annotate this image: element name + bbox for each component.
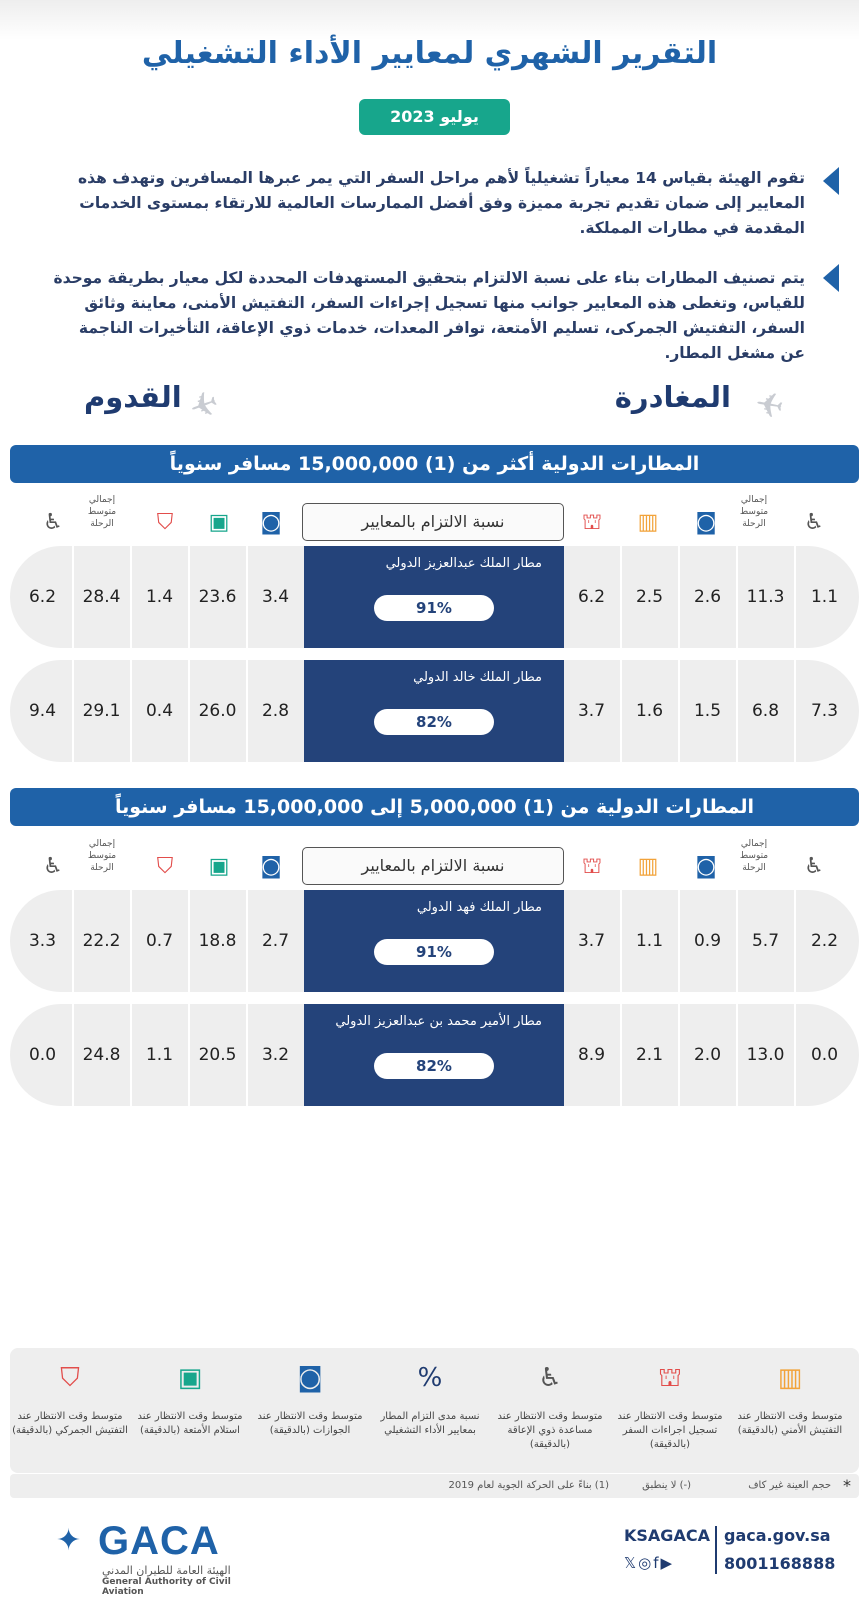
arrival-trip-total-value: 24.8 bbox=[82, 1045, 121, 1065]
airport-row bbox=[10, 660, 859, 762]
arrival-baggage-value: 26.0 bbox=[198, 701, 237, 721]
legend-label: متوسط وقت الانتظار عند التفتيش الجمركي (بالدقيقة) bbox=[12, 1411, 128, 1436]
baggage-icon: ▣ bbox=[208, 854, 230, 879]
phone-number: 8001168888 bbox=[724, 1554, 836, 1573]
compliance-percent: 91% bbox=[374, 595, 494, 621]
departure-heading: المغادرة bbox=[614, 380, 731, 414]
airport-compliance-box bbox=[304, 660, 564, 762]
airport-compliance-box bbox=[304, 546, 564, 648]
passport-icon: ◙ bbox=[260, 510, 282, 535]
percent-icon: % bbox=[417, 1363, 443, 1393]
departure-checkin-value: 3.7 bbox=[577, 701, 606, 721]
departure-passport-value: 1.5 bbox=[693, 701, 722, 721]
arrival-trip-total-value: 22.2 bbox=[82, 931, 121, 951]
departure-security-value: 1.6 bbox=[635, 701, 664, 721]
page-title: التقرير الشهري لمعايير الأداء التشغيلي bbox=[141, 36, 718, 71]
footnote-sample: حجم العينة غير كاف bbox=[748, 1480, 831, 1491]
classification-paragraph: يتم تصنيف المطارات بناء على نسبة الالتزام بتحقيق المستهدفات المحددة لكل معيار بطريقة موحدة للقياس، وتغطى هذه المعايير جوانب منها تسجيل إجراءات السفر، التفتيش الأمنى، معاينة وثائق السفر، التفتيش الجمركى، تسليم الأمتعة، توافر المعدات، خدمات ذوي الإعاقة، التأخيرات الناجمة عن مشغل المطار. bbox=[53, 269, 805, 362]
legend-item-security bbox=[730, 1348, 850, 1473]
logo-english-name: General Authority of Civil Aviation bbox=[102, 1577, 231, 1597]
airport-name: مطار الأمير محمد بن عبدالعزيز الدولي bbox=[335, 1014, 542, 1029]
departure-accessibility-value: 2.2 bbox=[810, 931, 839, 951]
compliance-header: نسبة الالتزام بالمعايير bbox=[302, 503, 564, 541]
metric-header-row bbox=[10, 838, 859, 886]
security-gate-icon: ▥ bbox=[637, 854, 659, 879]
airport-row bbox=[10, 890, 859, 992]
checkin-counter-icon: ⛫ bbox=[658, 1363, 682, 1393]
arrival-accessibility-value: 9.4 bbox=[28, 701, 57, 721]
customs-officer-icon: ⛉ bbox=[156, 854, 174, 879]
wheelchair-icon: ♿ bbox=[804, 510, 824, 535]
legend-label: متوسط وقت الانتظار عند مساعدة ذوي الإعاقة (بالدقيقة) bbox=[497, 1411, 603, 1450]
bullet-arrow-icon bbox=[823, 167, 839, 195]
departure-trip-total-value: 11.3 bbox=[746, 587, 785, 607]
compliance-percent: 82% bbox=[374, 1053, 494, 1079]
legend-item-passport bbox=[250, 1348, 370, 1473]
metric-header-row bbox=[10, 494, 859, 542]
youtube-icon[interactable]: ▶ bbox=[660, 1554, 675, 1572]
arrival-passport-value: 2.8 bbox=[261, 701, 290, 721]
departure-plane-icon: ✈ bbox=[751, 383, 787, 429]
arrival-heading: القدوم bbox=[84, 380, 182, 414]
wheelchair-icon: ♿ bbox=[43, 510, 63, 535]
legend-label: متوسط وقت الانتظار عند استلام الأمتعة (بالدقيقة) bbox=[137, 1411, 243, 1436]
departure-security-value: 2.5 bbox=[635, 587, 664, 607]
group-title: المطارات الدولية أكثر من (1) 15,000,000 مسافر سنوياً bbox=[10, 445, 859, 483]
passport-icon: ◙ bbox=[260, 854, 282, 879]
security-gate-icon: ▥ bbox=[777, 1363, 803, 1393]
legend-item-checkin bbox=[610, 1348, 730, 1473]
arrival-plane-icon: ✈ bbox=[184, 382, 225, 430]
legend-item-accessibility bbox=[490, 1348, 610, 1473]
airport-row bbox=[10, 1004, 859, 1106]
arrival-accessibility-value: 0.0 bbox=[28, 1045, 57, 1065]
legend-item-baggage bbox=[130, 1348, 250, 1473]
arrival-baggage-value: 20.5 bbox=[198, 1045, 237, 1065]
asterisk-icon: * bbox=[843, 1476, 851, 1495]
legend bbox=[10, 1348, 859, 1473]
legend-label: نسبة مدى التزام المطار بمعايير الأداء التشغيلي bbox=[380, 1411, 480, 1436]
trip-total-label: إجمالي متوسط الرحلة bbox=[739, 839, 769, 873]
arrival-trip-total-value: 29.1 bbox=[82, 701, 121, 721]
departure-checkin-value: 6.2 bbox=[577, 587, 606, 607]
passport-icon: ◙ bbox=[695, 510, 717, 535]
departure-checkin-value: 8.9 bbox=[577, 1045, 606, 1065]
arrival-customs-value: 1.1 bbox=[145, 1045, 174, 1065]
security-gate-icon: ▥ bbox=[637, 510, 659, 535]
compliance-percent: 91% bbox=[374, 939, 494, 965]
airport-compliance-box bbox=[304, 890, 564, 992]
legend-label: متوسط وقت الانتظار عند تسجيل اجراءات السفر (بالدقيقة) bbox=[617, 1411, 723, 1450]
departure-security-value: 1.1 bbox=[635, 931, 664, 951]
arrival-customs-value: 0.7 bbox=[145, 931, 174, 951]
month-badge: يوليو 2023 bbox=[359, 99, 510, 135]
legend-label: متوسط وقت الانتظار عند الجوازات (بالدقيقة) bbox=[257, 1411, 363, 1436]
departure-accessibility-value: 0.0 bbox=[810, 1045, 839, 1065]
airport-name: مطار الملك فهد الدولي bbox=[416, 900, 542, 915]
checkin-counter-icon: ⛫ bbox=[581, 510, 603, 535]
intro-paragraph: تقوم الهيئة بقياس 14 معياراً تشغيلياً لأهم مراحل السفر التي يمر عبرها المسافرين وتهدف هذه المعايير إلى ضمان تقديم تجربة مميزة وفق أفضل الممارسات العالمية للارتقاء بمستوى الخدمات المقدمة في مطارات المملكة. bbox=[78, 169, 805, 237]
social-icons[interactable] bbox=[624, 1554, 674, 1572]
group-title: المطارات الدولية من (1) 5,000,000 إلى 15,000,000 مسافر سنوياً bbox=[10, 788, 859, 826]
airport-name: مطار الملك عبدالعزيز الدولي bbox=[385, 556, 542, 571]
departure-passport-value: 2.0 bbox=[693, 1045, 722, 1065]
footnotes bbox=[10, 1474, 859, 1498]
departure-trip-total-value: 5.7 bbox=[751, 931, 780, 951]
baggage-icon: ▣ bbox=[177, 1363, 203, 1393]
footnote-traffic: (1) بناءً على الحركة الجوية لعام 2019 bbox=[448, 1480, 609, 1491]
arrival-passport-value: 3.4 bbox=[261, 587, 290, 607]
arrival-baggage-value: 23.6 bbox=[198, 587, 237, 607]
checkin-counter-icon: ⛫ bbox=[581, 854, 603, 879]
arrival-accessibility-value: 6.2 bbox=[28, 587, 57, 607]
passport-icon: ◙ bbox=[695, 854, 717, 879]
customs-officer-icon: ⛉ bbox=[156, 510, 174, 535]
airport-compliance-box bbox=[304, 1004, 564, 1106]
departure-passport-value: 2.6 bbox=[693, 587, 722, 607]
facebook-icon[interactable]: f bbox=[653, 1554, 661, 1572]
compliance-header: نسبة الالتزام بالمعايير bbox=[302, 847, 564, 885]
departure-checkin-value: 3.7 bbox=[577, 931, 606, 951]
airport-name: مطار الملك خالد الدولي bbox=[413, 670, 542, 685]
trip-total-label: إجمالي متوسط الرحلة bbox=[87, 839, 117, 873]
departure-accessibility-value: 1.1 bbox=[810, 587, 839, 607]
trip-total-label: إجمالي متوسط الرحلة bbox=[739, 495, 769, 529]
compliance-percent: 82% bbox=[374, 709, 494, 735]
trip-total-label: إجمالي متوسط الرحلة bbox=[87, 495, 117, 529]
logo-arabic-name: الهيئة العامة للطيران المدني bbox=[102, 1564, 231, 1577]
wheelchair-icon: ♿ bbox=[804, 854, 824, 879]
gaca-logo bbox=[54, 1518, 244, 1597]
wheelchair-icon: ♿ bbox=[43, 854, 63, 879]
bullet-arrow-icon bbox=[823, 264, 839, 292]
footnote-na: (-) لا ينطبق bbox=[642, 1480, 691, 1491]
gaca-emblem-icon: ✦ bbox=[56, 1523, 82, 1558]
baggage-icon: ▣ bbox=[208, 510, 230, 535]
customs-officer-icon: ⛉ bbox=[60, 1363, 80, 1393]
legend-label: متوسط وقت الانتظار عند التفتيش الأمني (بالدقيقة) bbox=[737, 1411, 843, 1436]
legend-item-compliance bbox=[370, 1348, 490, 1473]
departure-accessibility-value: 7.3 bbox=[810, 701, 839, 721]
arrival-accessibility-value: 3.3 bbox=[28, 931, 57, 951]
twitter-icon[interactable]: 𝕏 bbox=[624, 1554, 639, 1572]
social-handle: KSAGACA bbox=[624, 1526, 710, 1545]
departure-security-value: 2.1 bbox=[635, 1045, 664, 1065]
arrival-trip-total-value: 28.4 bbox=[82, 587, 121, 607]
airport-row bbox=[10, 546, 859, 648]
contact-block bbox=[624, 1526, 844, 1596]
logo-text: GACA bbox=[98, 1519, 220, 1563]
passport-icon: ◙ bbox=[297, 1363, 323, 1393]
arrival-passport-value: 2.7 bbox=[261, 931, 290, 951]
arrival-passport-value: 3.2 bbox=[261, 1045, 290, 1065]
arrival-customs-value: 1.4 bbox=[145, 587, 174, 607]
arrival-customs-value: 0.4 bbox=[145, 701, 174, 721]
departure-trip-total-value: 13.0 bbox=[746, 1045, 785, 1065]
departure-trip-total-value: 6.8 bbox=[751, 701, 780, 721]
instagram-icon[interactable]: ◎ bbox=[638, 1554, 654, 1572]
wheelchair-icon: ♿ bbox=[538, 1363, 562, 1393]
website-link[interactable]: gaca.gov.sa bbox=[724, 1526, 831, 1545]
legend-item-customs bbox=[10, 1348, 130, 1473]
arrival-baggage-value: 18.8 bbox=[198, 931, 237, 951]
departure-passport-value: 0.9 bbox=[693, 931, 722, 951]
